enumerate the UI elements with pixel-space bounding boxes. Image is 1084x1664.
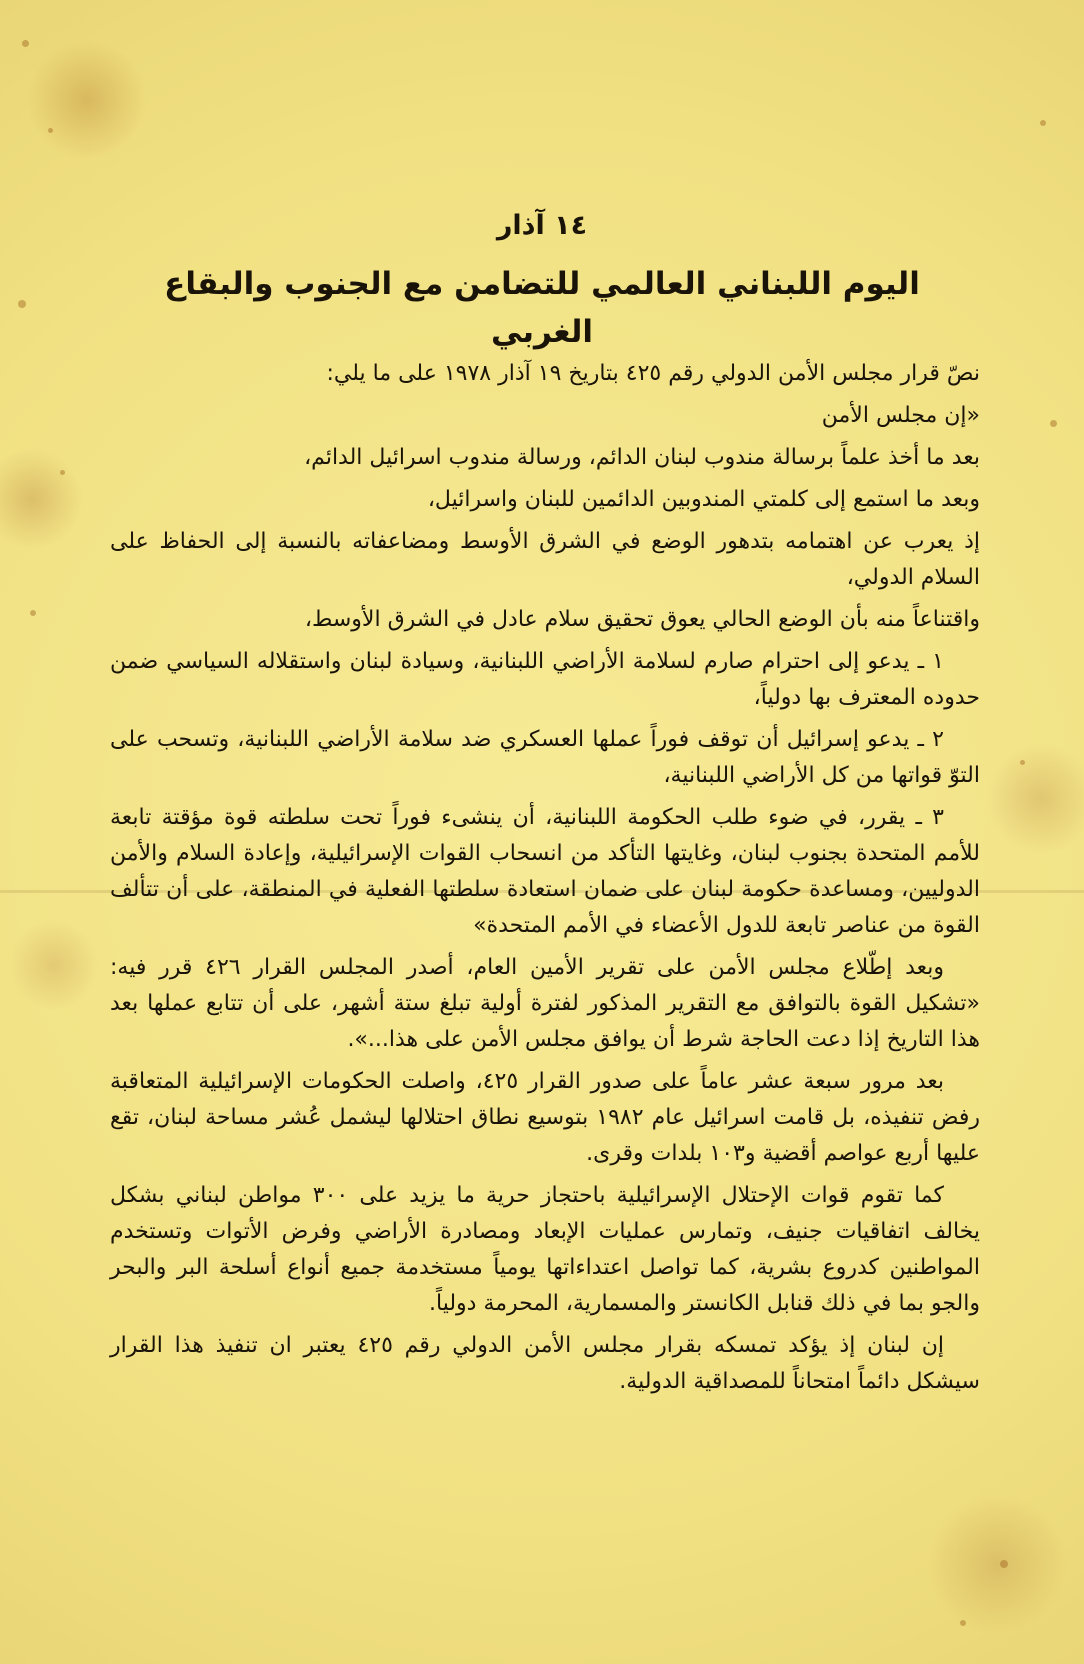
body-paragraph: إذ يعرب عن اهتمامه بتدهور الوضع في الشرق الأوسط ومضاعفاته بالنسبة إلى الحفاظ على السلام الدولي، [110,529,980,590]
body-paragraph: وبعد ما استمع إلى كلمتي المندوبين الدائمين للبنان واسرائيل، [427,487,980,512]
stain-spot [60,470,65,475]
stain-spot [18,300,26,308]
body-paragraph: إن لبنان إذ يؤكد تمسكه بقرار مجلس الأمن الدولي رقم ٤٢٥ يعتبر ان تنفيذ هذا القرار سيشكل دائماً امتحاناً للمصداقية الدولية. [110,1333,980,1394]
document-body [110,356,980,1406]
stain-spot [1020,760,1025,765]
stain-spot [1050,420,1057,427]
stain-spot [22,40,29,47]
body-paragraph: وبعد إطّلاع مجلس الأمن على تقرير الأمين العام، أصدر المجلس القرار ٤٢٦ قرر فيه: «تشكيل القوة بالتوافق مع التقرير المذكور لفترة أولية تبلغ ستة أشهر، على أن تتابع عملها بعد هذا التاريخ إذا دعت الحاجة شرط أن يوافق مجلس الأمن على هذا...». [110,955,980,1052]
body-paragraph: ٢ ـ يدعو إسرائيل أن توقف فوراً عملها العسكري ضد سلامة الأراضي اللبنانية، وتسحب على التوّ قواتها من كل الأراضي اللبنانية، [110,727,980,788]
stain-spot [1040,120,1046,126]
stain-spot [1000,1560,1008,1568]
body-paragraph: بعد ما أخذ علماً برسالة مندوب لبنان الدائم، ورسالة مندوب اسرائيل الدائم، [304,445,980,470]
document-title: اليوم اللبناني العالمي للتضامن مع الجنوب والبقاع الغربي [164,266,920,350]
body-paragraph: ١ ـ يدعو إلى احترام صارم لسلامة الأراضي اللبنانية، وسيادة لبنان واستقلاله السياسي ضمن حدوده المعترف بها دولياً، [110,649,980,710]
stain-spot [30,610,36,616]
document-header [120,206,964,356]
body-paragraph: كما تقوم قوات الإحتلال الإسرائيلية باحتجاز حرية ما يزيد على ٣٠٠ مواطن لبناني بشكل يخالف اتفاقيات جنيف، وتمارس عمليات الإبعاد ومصادرة الأراضي وفرض الأتوات وتستخدم المواطنين كدروع بشرية، كما تواصل اعتداءاتها يومياً مستخدمة جميع أنواع أسلحة البر والبحر والجو بما في ذلك قنابل الكانستر والمسمارية، المحرمة دولياً. [110,1183,980,1316]
stain-spot [48,128,53,133]
body-paragraph: نصّ قرار مجلس الأمن الدولي رقم ٤٢٥ بتاريخ ١٩ آذار ١٩٧٨ على ما يلي: [326,361,980,386]
document-date: ١٤ آذار [496,210,588,241]
body-paragraph: بعد مرور سبعة عشر عاماً على صدور القرار ٤٢٥، واصلت الحكومات الإسرائيلية المتعاقبة رفض تنفيذه، بل قامت اسرائيل عام ١٩٨٢ بتوسيع نطاق احتلالها ليشمل عُشر مساحة لبنان، تقع عليها أربع عواصم أقضية و١٠٣ بلدات وقرى. [110,1069,980,1166]
body-paragraph: واقتناعاً منه بأن الوضع الحالي يعوق تحقيق سلام عادل في الشرق الأوسط، [304,607,980,632]
body-paragraph: ٣ ـ يقرر، في ضوء طلب الحكومة اللبنانية، أن ينشىء فوراً تحت سلطته قوة مؤقتة تابعة للأمم المتحدة بجنوب لبنان، وغايتها التأكد من انسحاب القوات الإسرائيلية، وإعادة السلام والأمن الدوليين، ومساعدة حكومة لبنان على ضمان استعادة سلطتها الفعلية في المنطقة، على أن تتألف القوة من عناصر تابعة للدول الأعضاء في الأمم المتحدة» [110,805,980,938]
body-paragraph: «إن مجلس الأمن [821,403,980,428]
stain-spot [960,1620,966,1626]
